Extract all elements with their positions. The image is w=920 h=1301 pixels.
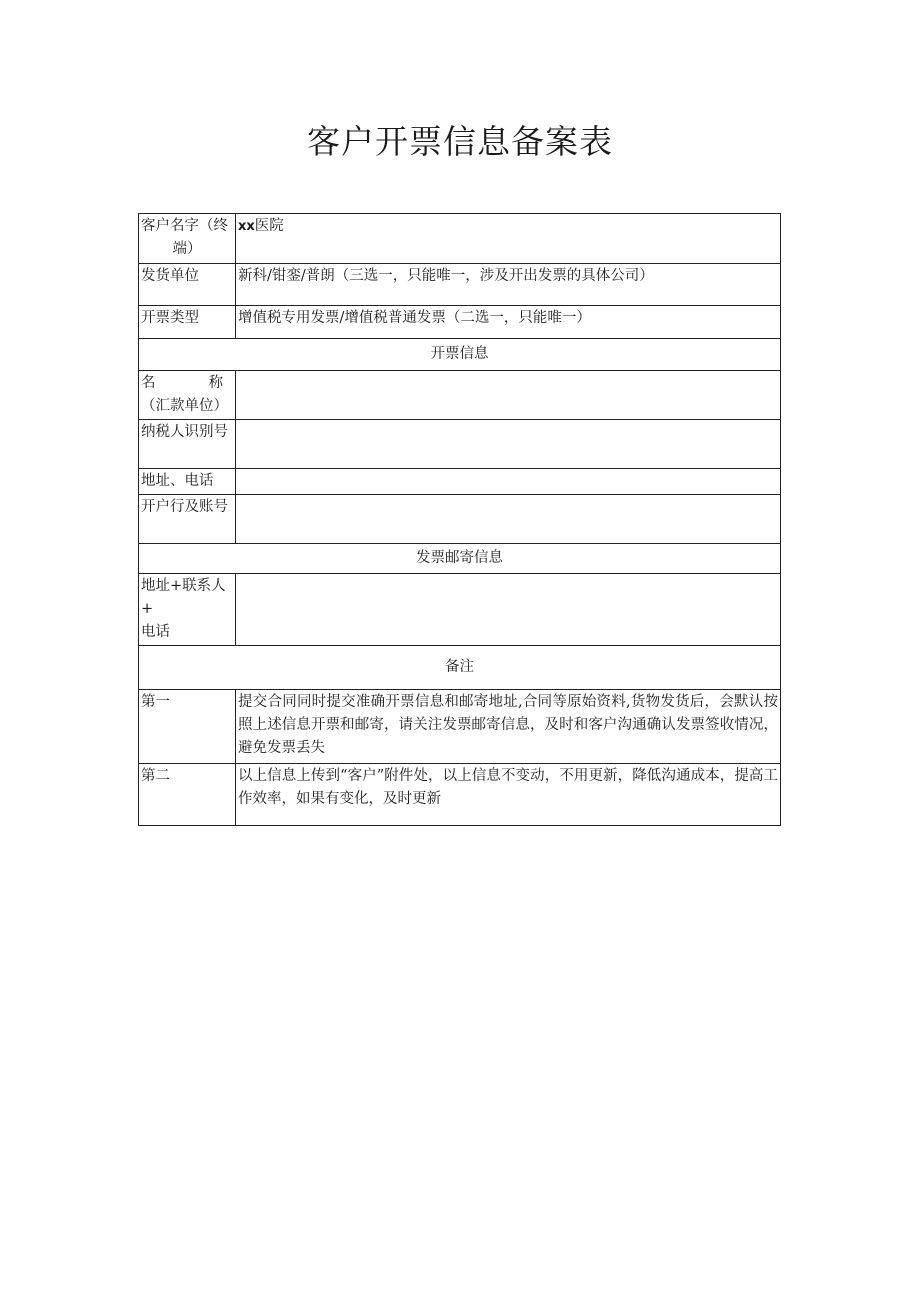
address-phone-value[interactable] bbox=[236, 469, 781, 495]
customer-name-prefix: xx bbox=[238, 219, 255, 234]
row-name bbox=[139, 371, 781, 420]
page-title: 客户开票信息备案表 bbox=[307, 122, 613, 161]
name-label-char1: 名 bbox=[141, 375, 156, 391]
customer-name-label bbox=[139, 214, 236, 264]
row-remark1 bbox=[139, 690, 781, 764]
row-remarks-header bbox=[139, 646, 781, 690]
row-address-phone bbox=[139, 469, 781, 495]
invoice-info-header: 开票信息 bbox=[139, 339, 781, 371]
invoice-info-table bbox=[138, 213, 781, 826]
row-remark2 bbox=[139, 764, 781, 826]
row-customer-name bbox=[139, 214, 781, 264]
shipping-unit-label: 发货单位 bbox=[139, 264, 236, 306]
row-bank-account bbox=[139, 495, 781, 544]
remark1-label: 第一 bbox=[139, 690, 236, 764]
bank-account-value[interactable] bbox=[236, 495, 781, 544]
remark2-label: 第二 bbox=[139, 764, 236, 826]
row-mailing bbox=[139, 574, 781, 646]
bank-account-label: 开户行及账号 bbox=[139, 495, 236, 544]
customer-name-label-line1: 客户名字（终 bbox=[141, 218, 228, 234]
row-invoice-info-header bbox=[139, 339, 781, 371]
taxpayer-id-value[interactable] bbox=[236, 420, 781, 469]
row-mailing-header bbox=[139, 544, 781, 574]
customer-name-value[interactable] bbox=[236, 214, 781, 264]
address-phone-label: 地址、电话 bbox=[139, 469, 236, 495]
remark1-value: 提交合同同时提交准确开票信息和邮寄地址,合同等原始资料,货物发货后，会默认按照上述信息开票和邮寄，请关注发票邮寄信息，及时和客户沟通确认发票签收情况，避免发票丢失 bbox=[236, 690, 781, 764]
invoice-type-label: 开票类型 bbox=[139, 306, 236, 339]
mailing-value[interactable] bbox=[236, 574, 781, 646]
customer-name-suffix: 医院 bbox=[254, 218, 284, 234]
mailing-label bbox=[139, 574, 236, 646]
customer-name-label-line2: 端） bbox=[172, 241, 202, 257]
remark2-value: 以上信息上传到“客户”附件处，以上信息不变动，不用更新，降低沟通成本，提高工作效率，如果有变化，及时更新 bbox=[236, 764, 781, 826]
name-label-line2: （汇款单位） bbox=[141, 398, 228, 414]
row-shipping-unit bbox=[139, 264, 781, 306]
row-invoice-type bbox=[139, 306, 781, 339]
shipping-unit-value[interactable]: 新科/钳銮/普朗（三选一，只能唯一，涉及开出发票的具体公司） bbox=[236, 264, 781, 306]
mailing-label-line1: 地址+联系人+ bbox=[141, 578, 226, 617]
remarks-header: 备注 bbox=[139, 646, 781, 690]
taxpayer-id-label: 纳税人识别号 bbox=[139, 420, 236, 469]
mailing-header: 发票邮寄信息 bbox=[139, 544, 781, 574]
name-label-char2: 称 bbox=[208, 375, 223, 391]
name-value[interactable] bbox=[236, 371, 781, 420]
mailing-label-line2: 电话 bbox=[141, 624, 170, 640]
name-label bbox=[139, 371, 236, 420]
invoice-type-value[interactable]: 增值税专用发票/增值税普通发票（二选一，只能唯一） bbox=[236, 306, 781, 339]
row-taxpayer-id bbox=[139, 420, 781, 469]
